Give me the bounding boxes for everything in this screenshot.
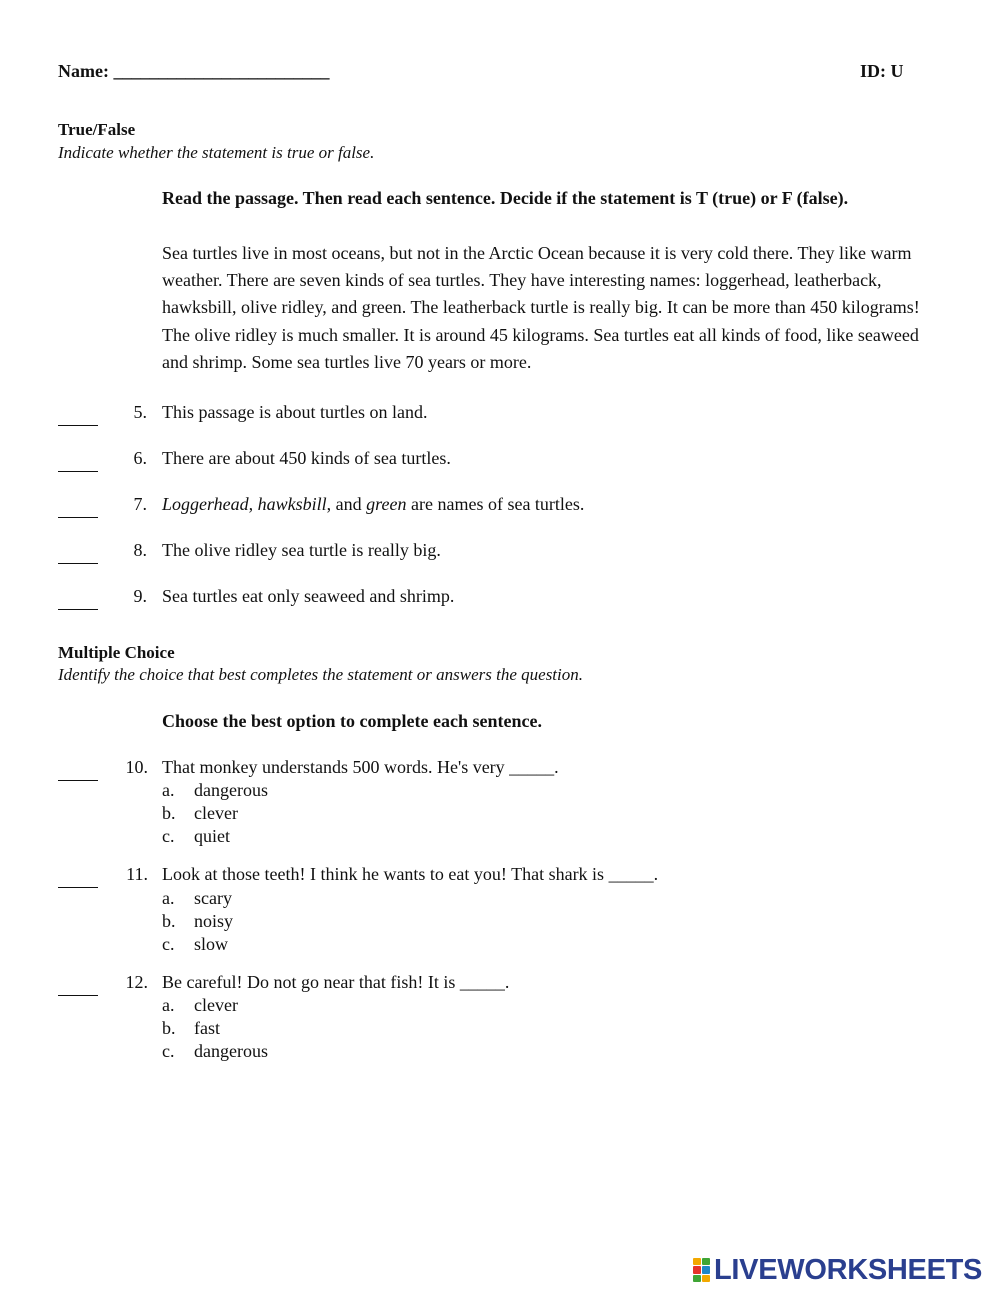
question-text: Look at those teeth! I think he wants to eat you! That shark is _____. [162,864,659,884]
section-title-true-false: True/False [58,120,136,139]
reading-passage: Sea turtles live in most oceans, but not in the Arctic Ocean because it is very cold there. They like warm weather. There are seven kinds of sea turtles. They have interesting names: loggerhead, leatherback, hawksbill, olive ridley, and green. The leatherback turtle is really big. It can be more than 450 kilograms! The olive ridley is much smaller. It is around 45 kilograms. Sea turtles eat all kinds of food, like seaweed and shrimp. Some sea turtles live 70 years or more. [162,243,920,372]
question-text: Loggerhead, hawksbill, and green are names of sea turtles. [162,494,585,514]
option-letter: a. [162,995,175,1015]
option-letter: a. [162,780,175,800]
option-text[interactable]: noisy [194,911,234,931]
option-text[interactable]: quiet [194,826,230,846]
option-text[interactable]: scary [194,888,232,908]
option-letter: b. [162,1018,176,1038]
answer-blank[interactable] [58,886,98,888]
option-text[interactable]: dangerous [194,780,268,800]
answer-blank[interactable] [58,608,98,610]
section-instruction-multiple-choice: Identify the choice that best completes the statement or answers the question. [58,665,583,684]
question-number: 11. [126,864,148,884]
question-number: 5. [133,402,147,422]
option-letter: c. [162,934,175,954]
option-text[interactable]: clever [194,995,238,1015]
answer-blank[interactable] [58,562,98,564]
question-number: 10. [125,757,148,777]
answer-blank[interactable] [58,779,98,781]
question-text: This passage is about turtles on land. [162,402,428,422]
question-text: Sea turtles eat only seaweed and shrimp. [162,586,455,606]
option-letter: a. [162,888,175,908]
true-false-directions: Read the passage. Then read each sentence. Decide if the statement is T (true) or F (false). [162,188,849,208]
question-number: 9. [133,586,147,606]
id-label: ID: U [860,61,904,81]
option-letter: b. [162,911,176,931]
section-instruction-true-false: Indicate whether the statement is true or false. [58,143,375,162]
option-letter: b. [162,803,176,823]
option-letter: c. [162,826,175,846]
liveworksheets-logo [693,1255,982,1285]
option-letter: c. [162,1041,175,1061]
question-text: That monkey understands 500 words. He's very _____. [162,757,559,777]
answer-blank[interactable] [58,994,98,996]
option-text[interactable]: fast [194,1018,220,1038]
question-text: Be careful! Do not go near that fish! It is _____. [162,972,510,992]
option-text[interactable]: slow [194,934,229,954]
liveworksheets-logo-icon [693,1258,710,1282]
option-text[interactable]: clever [194,803,238,823]
multiple-choice-directions: Choose the best option to complete each sentence. [162,711,542,731]
name-label: Name: ________________________ [58,61,330,81]
question-text: The olive ridley sea turtle is really big. [162,540,441,560]
liveworksheets-logo-text: LIVEWORKSHEETS [714,1253,983,1286]
answer-blank[interactable] [58,516,98,518]
answer-blank[interactable] [58,470,98,472]
question-text: There are about 450 kinds of sea turtles. [162,448,451,468]
question-number: 6. [133,448,147,468]
section-title-multiple-choice: Multiple Choice [58,643,175,662]
question-number: 7. [133,494,147,514]
name-line[interactable]: ________________________ [113,61,330,81]
answer-blank[interactable] [58,424,98,426]
option-text[interactable]: dangerous [194,1041,268,1061]
question-number: 8. [133,540,147,560]
question-number: 12. [125,972,148,992]
